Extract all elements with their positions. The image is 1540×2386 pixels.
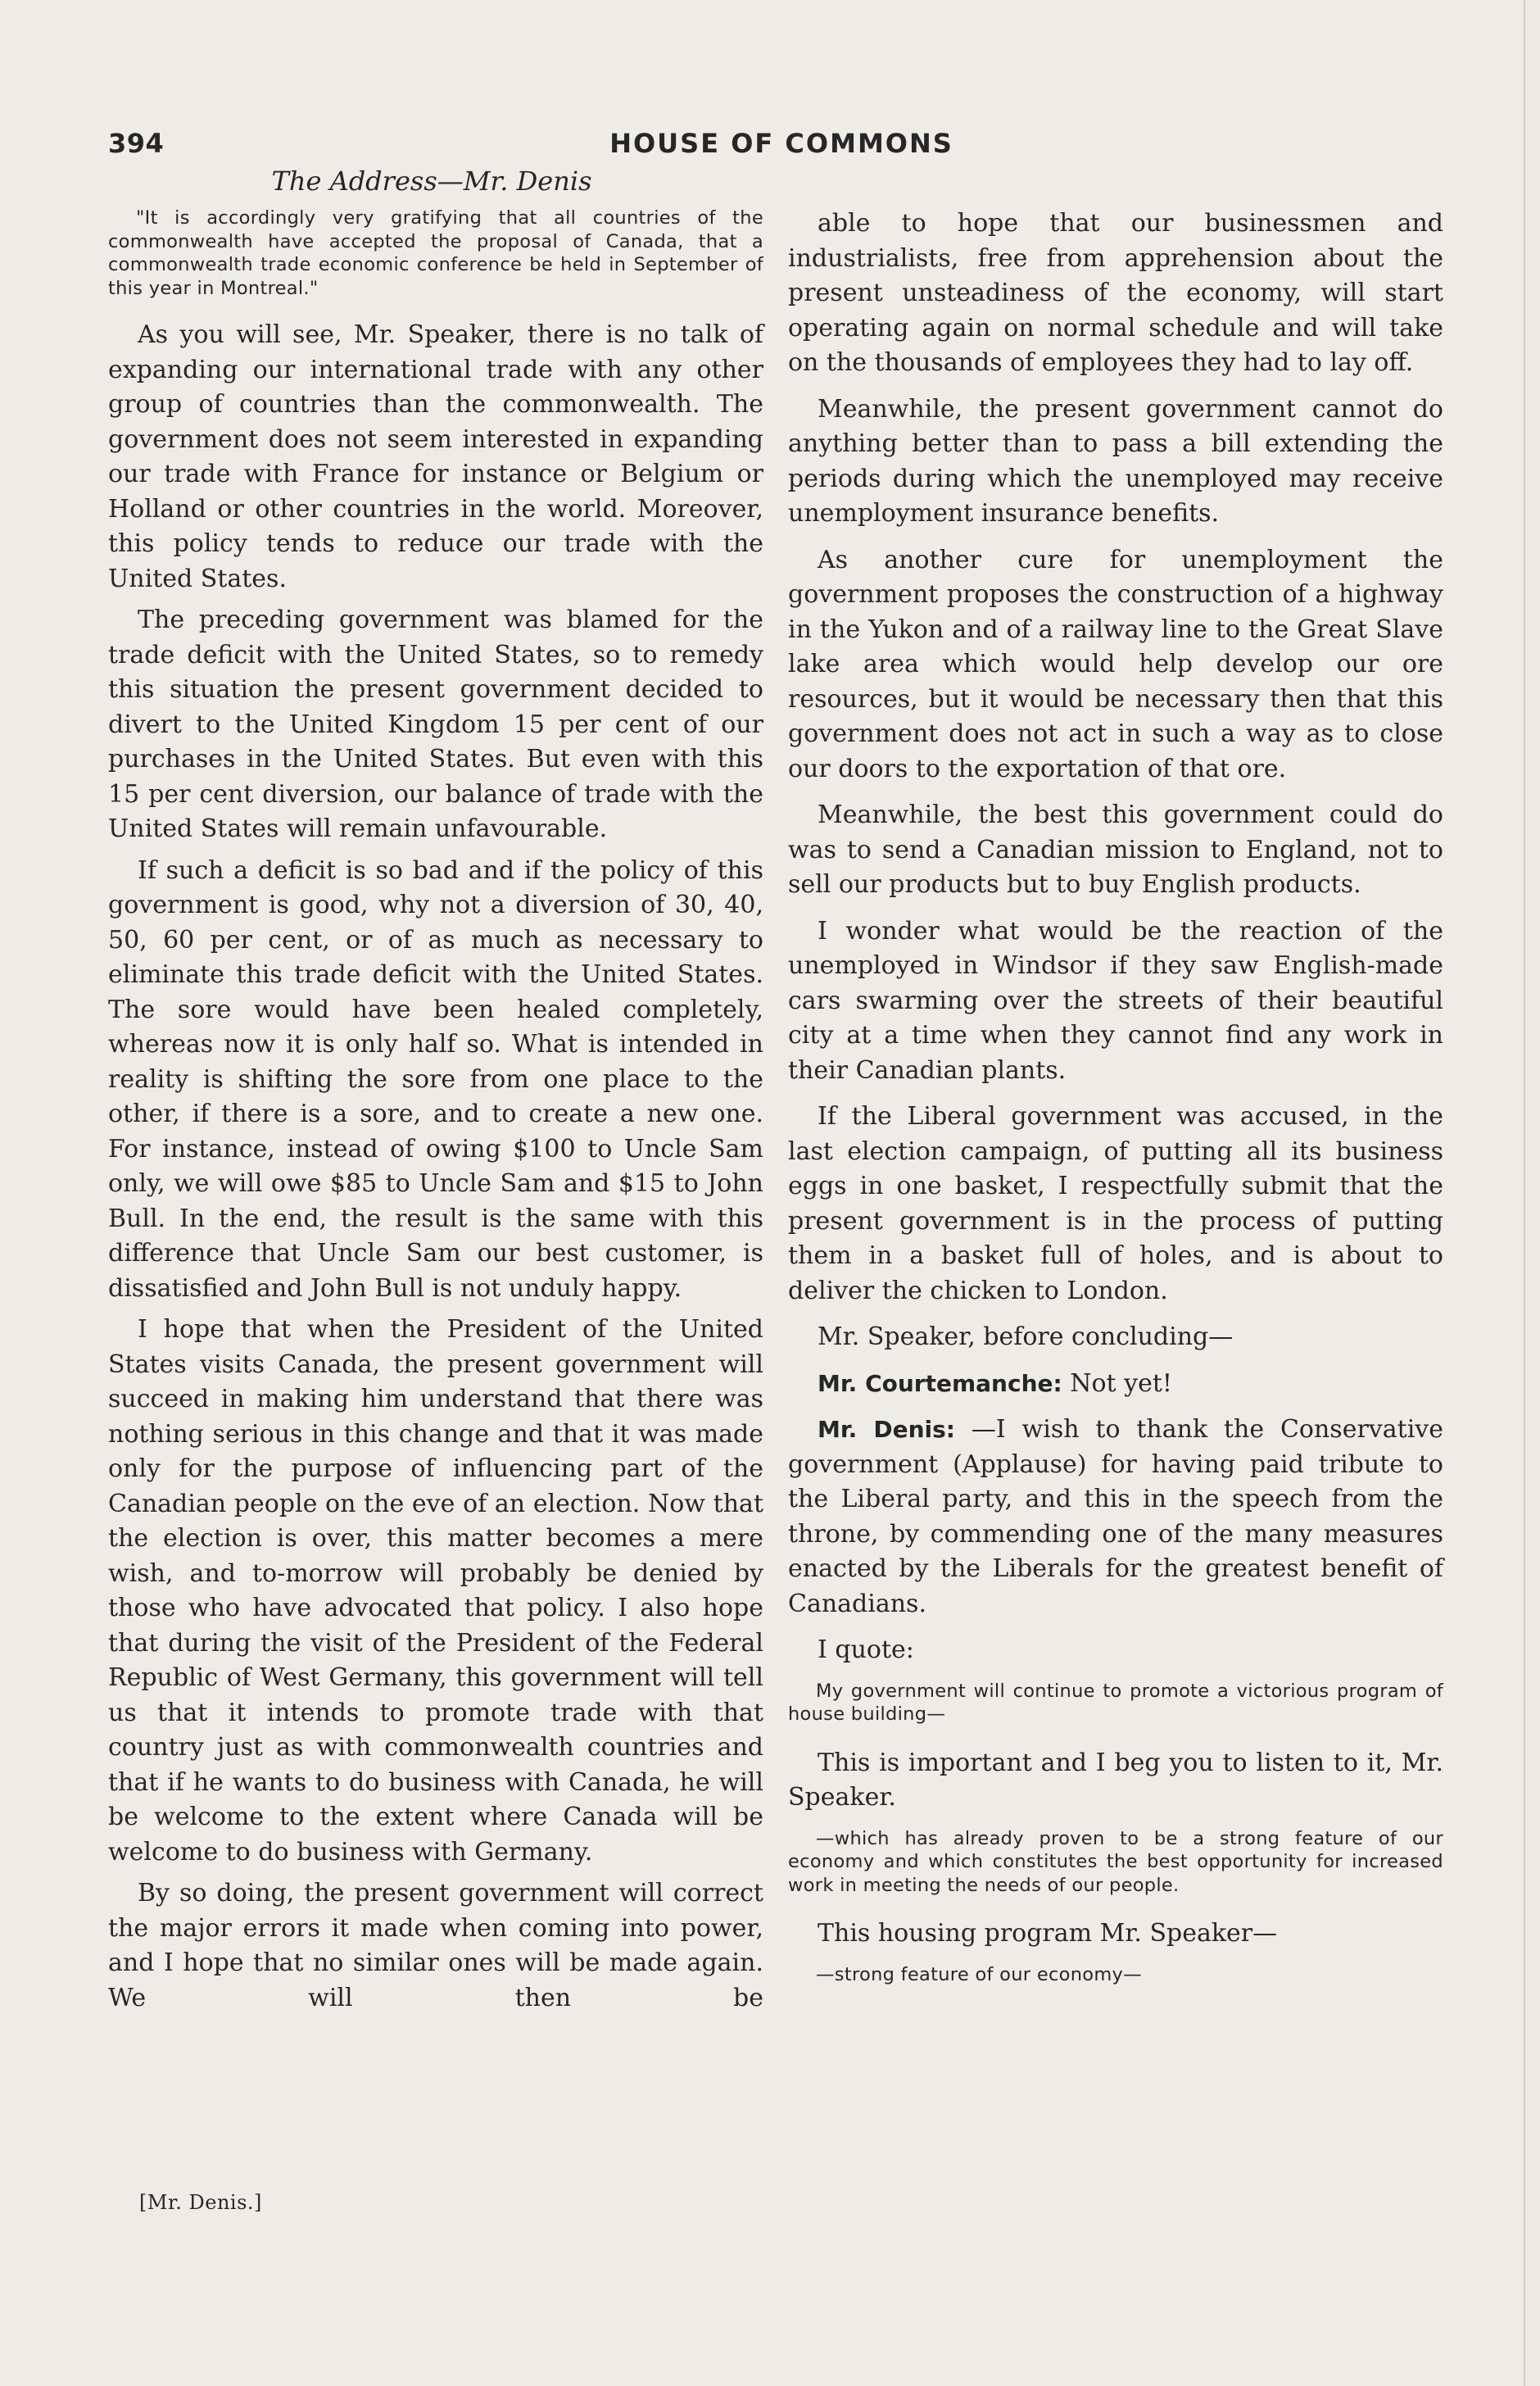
paragraph: This housing program Mr. Speaker— bbox=[818, 1919, 1278, 1948]
quoted-passage: —which has already proven to be a strong feature of our economy and which constitutes the best opportunity for increased work in meeting the needs of our people. bbox=[788, 1827, 1443, 1896]
speaker-name: Mr. Denis: bbox=[818, 1416, 956, 1443]
interjection-text: Not yet! bbox=[1062, 1368, 1172, 1398]
paragraph: This is important and I beg you to listen to it, Mr. Speaker. bbox=[788, 1748, 1443, 1812]
running-title: HOUSE OF COMMONS bbox=[609, 128, 953, 159]
page-number: 394 bbox=[108, 128, 165, 159]
paragraph: As another cure for unemployment the government proposes the construction of a highway in the Yukon and of a railway line to the Great Slave lake area which would help develop our ore resources, but it would be necessary then that this government does not act in such a way as to close our doors to the exportation of that ore. bbox=[788, 545, 1443, 783]
speaker-name: Mr. Courtemanche: bbox=[818, 1369, 1062, 1397]
speech-paragraph bbox=[788, 1413, 1443, 1622]
paragraph: The preceding government was blamed for the trade deficit with the United States, so to remedy this situation the present government decided to divert to the United Kingdom 15 per cent of our purchases in the United States. But even with this 15 per cent diversion, our balance of trade with the United States will remain unfavourable. bbox=[108, 606, 763, 843]
paragraph: I quote: bbox=[818, 1635, 914, 1664]
left-column bbox=[108, 206, 763, 2022]
page-header bbox=[108, 128, 1455, 170]
paragraph: If the Liberal government was accused, in the last election campaign, of putting all its business eggs in one basket, I respectfully submit that the present government is in the process of putting them in a basket full of holes, and is about to deliver the chicken to London. bbox=[788, 1102, 1443, 1305]
quoted-passage: —strong feature of our economy— bbox=[816, 1963, 1142, 1985]
paragraph: Mr. Speaker, before concluding— bbox=[818, 1322, 1234, 1351]
paragraph: If such a deficit is so bad and if the policy of this government is good, why not a diversion of 30, 40, 50, 60 per cent, or of as much as necessary to eliminate this trade deficit with the United States. The sore would have been healed completely, whereas now it is only half so. What is intended in reality is shifting the sore from one place to the other, if there is a sore, and to create a new one. For instance, instead of owing $100 to Uncle Sam only, we will owe $85 to Uncle Sam and $15 to John Bull. In the end, the result is the same with this difference that Uncle Sam our best customer, is dissatisfied and John Bull is not unduly happy. bbox=[108, 855, 763, 1303]
paragraph: Meanwhile, the best this government could do was to send a Canadian mission to England, not to sell our products but to buy English products. bbox=[788, 801, 1443, 899]
speech-text: —I wish to thank the Conservative government (Applause) for having paid tribute to the Liberal party, and this in the speech from the throne, by commending one of the many measures enacted by the Liberals for the greatest benefit of Canadians. bbox=[788, 1415, 1443, 1618]
paragraph: Meanwhile, the present government cannot do anything better than to pass a bill extending the periods during which the unemployed may receive unemployment insurance benefits. bbox=[788, 394, 1443, 528]
section-title: The Address—Mr. Denis bbox=[271, 166, 592, 197]
paragraph: By so doing, the present government will correct the major errors it made when coming into power, and I hope that no similar ones will be made again. We will then be bbox=[108, 1879, 763, 2012]
paragraph: I wonder what would be the reaction of the unemployed in Windsor if they saw English-made cars swarming over the streets of their beautiful city at a time when they cannot find any work in their Canadian plants. bbox=[788, 916, 1443, 1085]
paragraph: As you will see, Mr. Speaker, there is no talk of expanding our international trade with any other group of countries than the commonwealth. The government does not seem interested in expanding our trade with France for instance or Belgium or Holland or other countries in the world. Moreover, this policy tends to reduce our trade with the United States. bbox=[108, 320, 763, 593]
speaker-footer: [Mr. Denis.] bbox=[139, 2191, 262, 2214]
quoted-passage: "It is accordingly very gratifying that all countries of the commonwealth have accepted the proposal of Canada, that a commonwealth trade economic conference be held in September of this year in Montreal." bbox=[108, 207, 763, 299]
paragraph: able to hope that our businessmen and industrialists, free from apprehension about the present unsteadiness of the economy, will start operating again on normal schedule and will take on the thousands of employees they had to lay off. bbox=[788, 209, 1443, 377]
right-column bbox=[788, 206, 1443, 2006]
paragraph: I hope that when the President of the United States visits Canada, the present government will succeed in making him understand that there was nothing serious in this change and that it was made only for the purpose of influencing part of the Canadian people on the eve of an election. Now that the election is over, this matter becomes a mere wish, and to-morrow will probably be denied by those who have advocated that policy. I also hope that during the visit of the President of the Federal Republic of West Germany, this government will tell us that it intends to promote trade with that country just as with commonwealth countries and that if he wants to do business with Canada, he will be welcome to the extent where Canada will be welcome to do business with Germany. bbox=[108, 1315, 763, 1867]
quoted-passage: My government will continue to promote a victorious program of house building— bbox=[788, 1680, 1443, 1725]
interjection bbox=[788, 1367, 1443, 1402]
